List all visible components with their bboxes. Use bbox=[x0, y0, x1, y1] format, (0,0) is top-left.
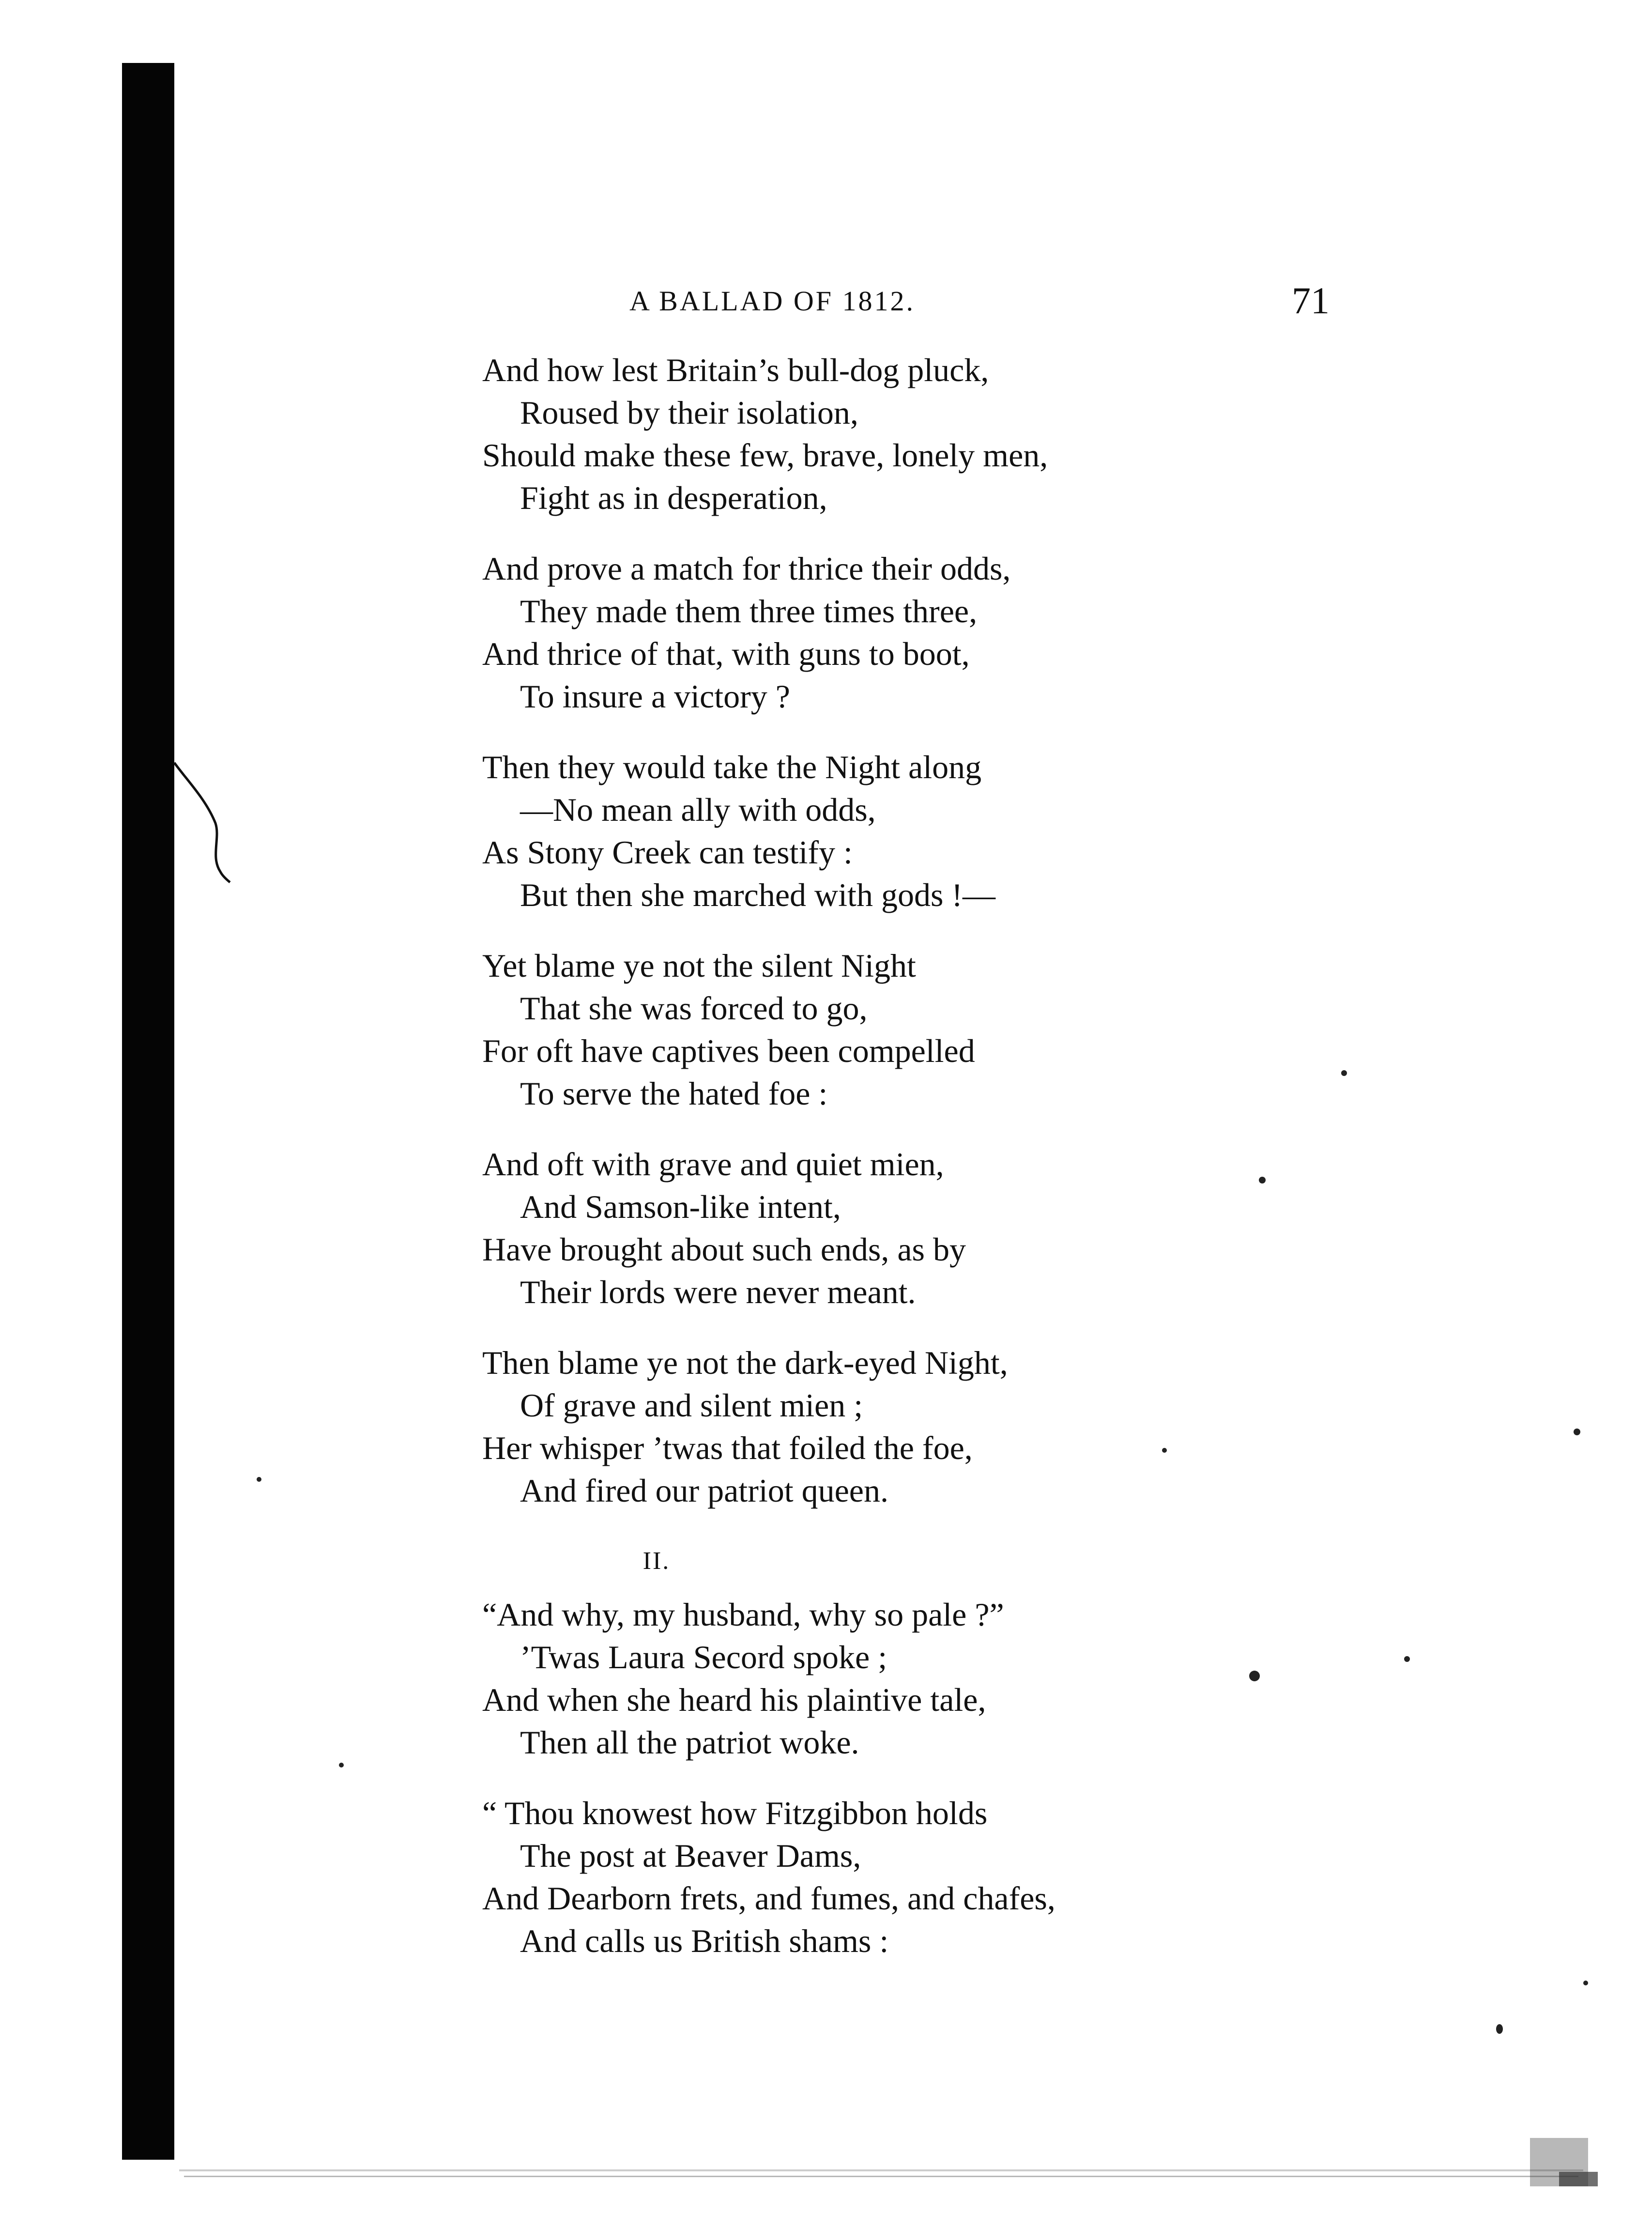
poem-line: For oft have captives been compelled bbox=[482, 1032, 975, 1069]
margin-pencil-mark bbox=[172, 760, 240, 886]
poem-line: And calls us British shams : bbox=[520, 1922, 889, 1959]
poem-line: The post at Beaver Dams, bbox=[520, 1837, 861, 1874]
scan-speck bbox=[1162, 1448, 1167, 1453]
stanza bbox=[482, 1593, 1238, 1764]
poem-line: They made them three times three, bbox=[520, 593, 978, 630]
poem-line: Have brought about such ends, as by bbox=[482, 1231, 966, 1268]
poem-line: And how lest Britain’s bull-dog pluck, bbox=[482, 352, 989, 388]
poem-line: Her whisper ’twas that foiled the foe, bbox=[482, 1429, 973, 1466]
poem-line: “ Thou knowest how Fitzgibbon holds bbox=[482, 1795, 988, 1831]
poem-line: And when she heard his plaintive tale, bbox=[482, 1681, 986, 1718]
scan-speck bbox=[257, 1477, 261, 1482]
binding-shadow bbox=[122, 63, 174, 2160]
poem-line: But then she marched with gods !— bbox=[520, 876, 996, 913]
running-head: A BALLAD OF 1812. bbox=[629, 285, 916, 317]
stanza bbox=[482, 1792, 1238, 1962]
poem-line: Then blame ye not the dark-eyed Night, bbox=[482, 1344, 1008, 1381]
stanza bbox=[482, 547, 1238, 718]
poem-line: As Stony Creek can testify : bbox=[482, 834, 853, 871]
scan-speck bbox=[1249, 1671, 1260, 1681]
poem-line: ’Twas Laura Secord spoke ; bbox=[520, 1639, 887, 1675]
scan-speck bbox=[1259, 1177, 1266, 1183]
poem-line: And prove a match for thrice their odds, bbox=[482, 550, 1011, 587]
poem-line: And Samson-like intent, bbox=[520, 1188, 841, 1225]
poem-line: Should make these few, brave, lonely men, bbox=[482, 437, 1048, 474]
stanza bbox=[482, 944, 1238, 1115]
poem-line: To insure a victory ? bbox=[520, 678, 790, 715]
scan-edge-noise bbox=[0, 2128, 1652, 2228]
poem-line: And oft with grave and quiet mien, bbox=[482, 1146, 944, 1183]
poem-line: That she was forced to go, bbox=[520, 990, 868, 1027]
poem-line: Of grave and silent mien ; bbox=[520, 1387, 863, 1424]
poem-line: To serve the hated foe : bbox=[520, 1075, 828, 1112]
poem-line: And fired our patriot queen. bbox=[520, 1472, 888, 1509]
scan-speck bbox=[1574, 1429, 1580, 1435]
scan-speck bbox=[1583, 1981, 1588, 1985]
poem-line: And Dearborn frets, and fumes, and chafes, bbox=[482, 1880, 1055, 1917]
stanza bbox=[482, 1143, 1238, 1313]
poem-line: Then all the patriot woke. bbox=[520, 1724, 859, 1761]
scan-speck bbox=[1496, 2024, 1503, 2034]
section-number: II. bbox=[642, 1547, 671, 1575]
scan-speck bbox=[1404, 1656, 1410, 1662]
page-number: 71 bbox=[1292, 279, 1330, 322]
poem-line: Their lords were never meant. bbox=[520, 1274, 916, 1310]
stanza bbox=[482, 1341, 1238, 1512]
stanza bbox=[482, 349, 1238, 519]
poem-line: Then they would take the Night along bbox=[482, 749, 982, 785]
poem-line: Roused by their isolation, bbox=[520, 394, 858, 431]
scan-speck bbox=[339, 1763, 344, 1767]
scan-speck bbox=[1341, 1070, 1347, 1076]
poem-line: —No mean ally with odds, bbox=[520, 791, 876, 828]
stanza bbox=[482, 746, 1238, 916]
poem-line: Fight as in desperation, bbox=[520, 479, 827, 516]
poem-line: And thrice of that, with guns to boot, bbox=[482, 635, 970, 672]
poem-line: “And why, my husband, why so pale ?” bbox=[482, 1596, 1004, 1633]
poem-line: Yet blame ye not the silent Night bbox=[482, 947, 916, 984]
poem-body bbox=[482, 349, 1238, 1990]
